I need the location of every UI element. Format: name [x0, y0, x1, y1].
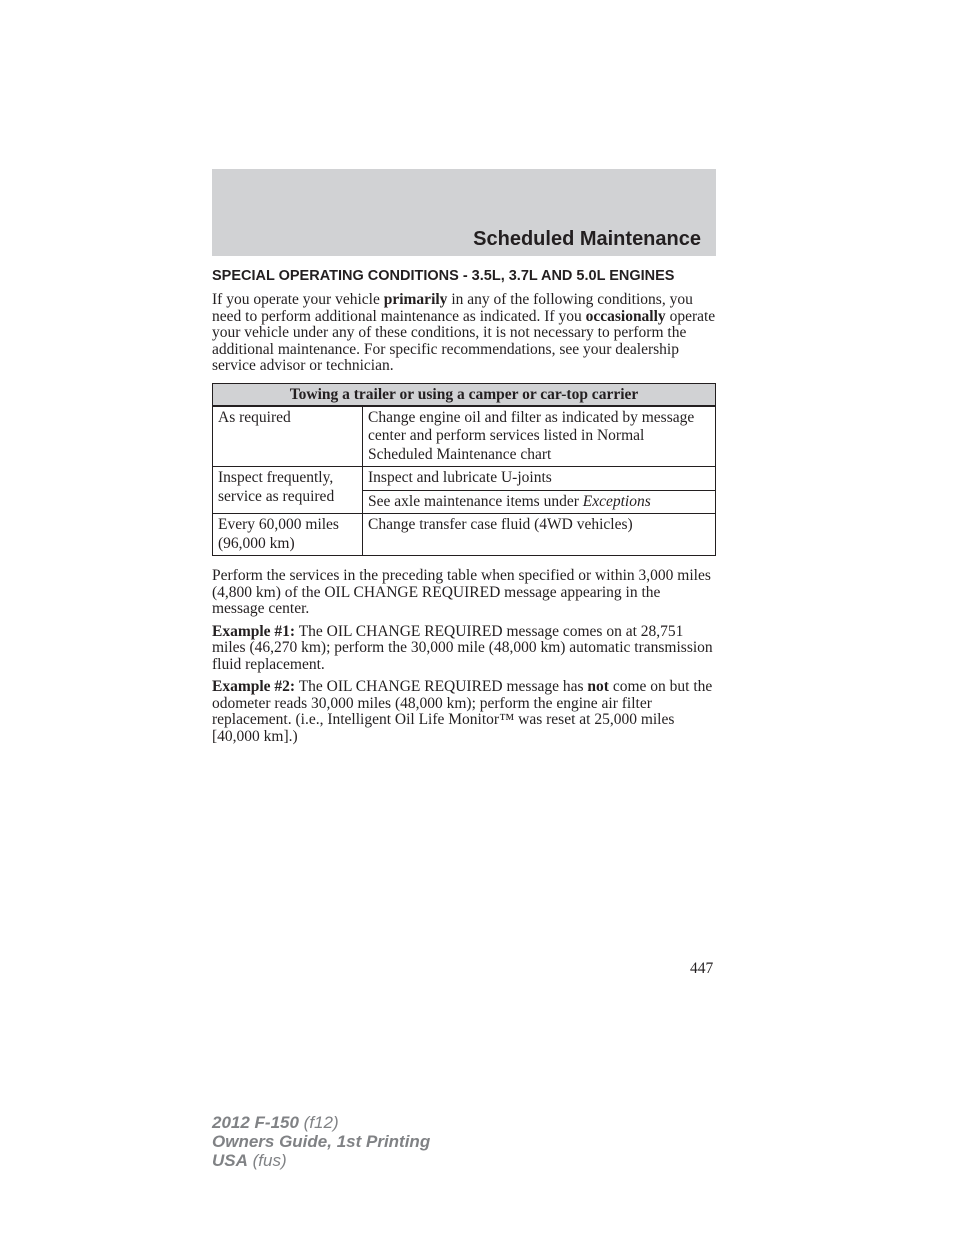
example-1-text: The OIL CHANGE REQUIRED message comes on at 28,751 miles (46,270 km); perform the 30,000 mile (48,000 km) automatic transmission fluid replacement. — [212, 622, 713, 673]
table-row — [213, 406, 716, 467]
table-cell-when: As required — [213, 406, 363, 467]
footer-printing: Owners Guide, 1st Printing — [212, 1132, 431, 1151]
table-row — [213, 514, 716, 556]
after-table-paragraph: Perform the services in the preceding table when specified or within 3,000 miles (4,800 km) of the OIL CHANGE REQUIRED message appearing in the message center. — [212, 567, 711, 617]
footer-model-code: (f12) — [298, 1113, 339, 1132]
table-title: Towing a trailer or using a camper or car-top carrier — [213, 383, 716, 406]
intro-bold-occasionally: occasionally — [585, 307, 666, 325]
table-cell-italic: Exceptions — [582, 492, 651, 510]
intro-text-1: If you operate your vehicle — [212, 291, 384, 308]
header-band — [212, 169, 716, 256]
footer-market-code: (fus) — [247, 1151, 287, 1170]
example-2-bold-not: not — [587, 678, 609, 695]
example-1-paragraph — [212, 624, 716, 674]
page-number: 447 — [690, 960, 714, 977]
example-2-label: Example #2: — [212, 678, 296, 695]
table-cell-when: Every 60,000 miles (96,000 km) — [213, 514, 363, 556]
section-heading: SPECIAL OPERATING CONDITIONS - 3.5L, 3.7L AND 5.0L ENGINES — [212, 268, 675, 284]
example-2-paragraph — [212, 679, 716, 745]
footer-line-1 — [212, 1113, 430, 1132]
footer-line-3 — [212, 1151, 430, 1170]
table-cell-action: Change transfer case fluid (4WD vehicles) — [363, 514, 716, 556]
footer-line-2 — [212, 1132, 430, 1151]
intro-paragraph — [212, 292, 716, 375]
example-2-text-1: The OIL CHANGE REQUIRED message has — [295, 678, 588, 695]
example-1-label: Example #1: — [212, 622, 296, 640]
intro-bold-primarily: primarily — [383, 291, 448, 308]
footer-market: USA — [212, 1151, 248, 1170]
intro-text-2: in any of the following conditions, you need to perform additional maintenance as indicated. If you — [212, 291, 693, 325]
footer-model: 2012 F-150 — [212, 1113, 299, 1132]
table-cell-when: Inspect frequently, service as required — [213, 467, 363, 514]
table-cell-action: Change engine oil and filter as indicated by message center and perform services listed in Normal Scheduled Maintenance chart — [363, 406, 716, 467]
example-2-text-2: come on but the odometer reads 30,000 miles (48,000 km); perform the engine air filter replacement. (i.e., Intelligent Oil Life Monitor™ was reset at 25,000 miles [40,000 km].) — [212, 678, 713, 745]
table-row — [213, 467, 716, 491]
table-cell-action: Inspect and lubricate U-joints — [363, 467, 716, 491]
document-footer — [212, 1113, 430, 1170]
maintenance-table — [212, 383, 716, 557]
intro-text-3: operate your vehicle under any of these conditions, it is not necessary to perform the additional maintenance. For specific recommendations, see your dealership service advisor or technician. — [212, 307, 716, 374]
section-title: Scheduled Maintenance — [473, 228, 701, 250]
page-content — [212, 266, 716, 751]
table-cell-text: See axle maintenance items under — [368, 492, 583, 510]
table-cell-action — [363, 490, 716, 514]
